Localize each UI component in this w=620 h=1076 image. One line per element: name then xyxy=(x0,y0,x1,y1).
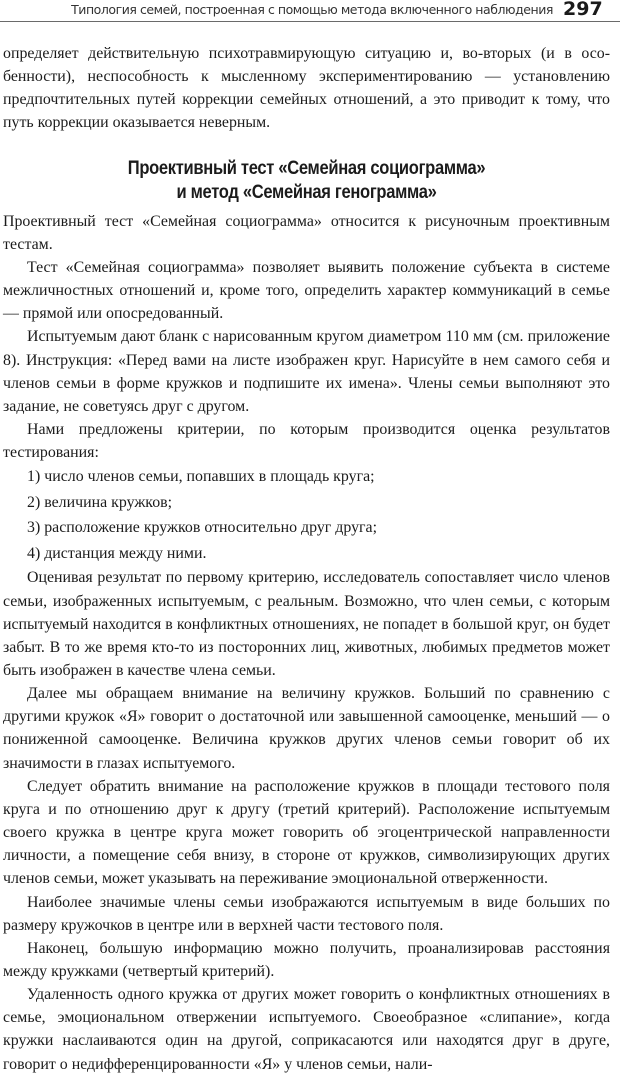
intro-paragraph: определяет действительную психотравмирующую ситуацию и, во-вторых (и в особенности), неспособность к мысленному экспериментированию — установлению предпочтительных путей коррекции семейных отношений, а это приводит к тому, что путь коррекции оказывается неверным. xyxy=(3,45,610,132)
header-rule xyxy=(0,21,620,22)
paragraph-a-1: Проективный тест «Семейная социограмма» относится к рисуночным проективным тестам. xyxy=(3,212,610,253)
criteria-item-4: 4) дистанция между ними. xyxy=(27,544,207,562)
running-head: Типология семей, построенная с помощью метода включенного наблюдения xyxy=(71,2,553,17)
paragraph-b-1: Оценивая результат по первому критерию, исследователь сопоставляет число членов семьи, изображенных испытуемым, с реальным. Возможно, что член семьи, с которым испытуемый находится в конфликтных отношениях, не попадет в большой круг, он будет забыт. В то же время кто-то из посторонних лиц, животных, любимых предметов может быть изображен в качестве члена семьи. xyxy=(3,569,610,679)
paragraph-b-6: Удаленность одного кружка от других может говорить о конфликтных отношениях в семье, эмоциональном отвержении испытуемого. Своеобразное «слипание», когда кружки наслаиваются один на другой, соприкасаются или находятся друг в друге, говорит о недифференцированности «Я» у членов семьи, нали- xyxy=(3,986,610,1073)
paragraph-b-5: Наконец, большую информацию можно получить, проанализировав расстояния между кружками (четвертый критерий). xyxy=(3,939,610,980)
paragraph-a-3: Испытуемым дают бланк с нарисованным кругом диаметром 110 мм (см. приложение 8). Инструкция: «Перед вами на листе изображен круг. Нарисуйте в нем самого себя и членов семьи в форме кружков и подпишите их имена». Члены семьи выполняют это задание, не советуясь друг с другом. xyxy=(3,328,610,415)
section-heading xyxy=(42,157,570,205)
body-text xyxy=(3,42,610,1076)
criteria-item-2: 2) величина кружков; xyxy=(27,493,173,511)
section-heading-line-1: Проективный тест «Семейная социограмма» xyxy=(127,157,486,179)
paragraph-b-3: Следует обратить внимание на расположение кружков в площади тестового поля круга и по отношению друг к другу (третий критерий). Расположение испытуемым своего кружка в центре круга может говорить об эгоцентрической направленности личности, а помещение себя внизу, в стороне от кружков, символизирующих других членов семьи, может указывать на переживание эмоциональной отверженности. xyxy=(3,777,610,888)
criteria-item-1: 1) число членов семьи, попавших в площадь круга; xyxy=(27,468,375,486)
criteria-list xyxy=(3,464,610,566)
section-heading-line-2: и метод «Семейная генограмма» xyxy=(176,181,437,203)
page-number: 297 xyxy=(563,0,603,20)
paragraph-a-4: Нами предложены критерии, по которым производится оценка результатов тестирования: xyxy=(3,421,610,462)
paragraph-b-2: Далее мы обращаем внимание на величину кружков. Больший по сравнению с другими кружок «Я» говорит о достаточной или завышенной самооценке, меньший — о пониженной самооценке. Величина кружков других членов семьи говорит об их значимости в глазах испытуемого. xyxy=(3,685,610,772)
paragraph-b-4: Наиболее значимые члены семьи изображаются испытуемым в виде больших по размеру кружочков в центре или в верхней части тестового поля. xyxy=(3,893,610,934)
criteria-item-3: 3) расположение кружков относительно друг друга; xyxy=(27,519,378,537)
page-header xyxy=(0,0,620,26)
paragraph-a-2: Тест «Семейная социограмма» позволяет выявить положение субъекта в системе межличностных отношений и, кроме того, определить характер коммуникаций в семье — прямой или опосредованный. xyxy=(3,258,610,323)
